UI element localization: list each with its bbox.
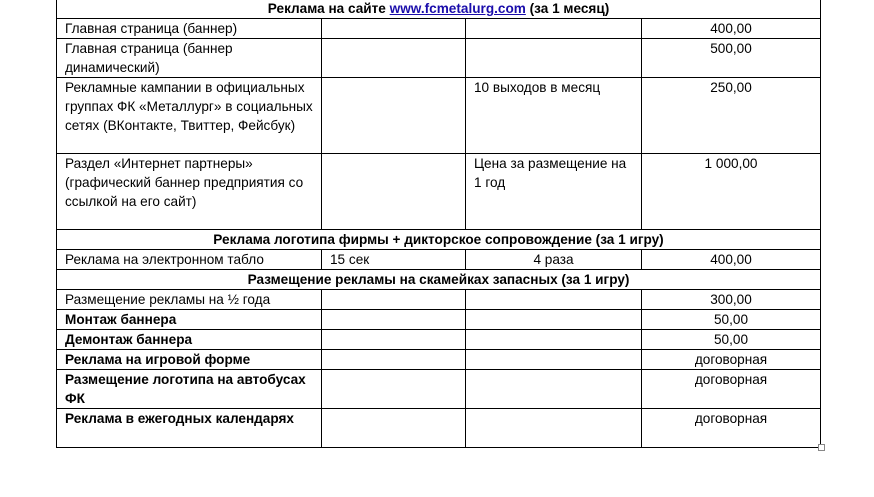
row-name: Реклама в ежегодных календарях bbox=[57, 409, 322, 448]
row-name: Главная страница (баннер) bbox=[57, 19, 322, 39]
row-col2 bbox=[322, 19, 466, 39]
row-name: Раздел «Интернет партнеры» (графический баннер предприятия со ссылкой на его сайт) bbox=[57, 154, 322, 230]
row-price: 50,00 bbox=[642, 330, 821, 350]
table-row bbox=[57, 370, 821, 409]
row-col3 bbox=[466, 39, 642, 78]
row-col2: 15 сек bbox=[322, 250, 466, 270]
section-title-benches: Размещение рекламы на скамейках запасных (за 1 игру) bbox=[57, 270, 821, 290]
row-price: 400,00 bbox=[642, 250, 821, 270]
row-price: 500,00 bbox=[642, 39, 821, 78]
table-row bbox=[57, 78, 821, 154]
row-price: 50,00 bbox=[642, 310, 821, 330]
row-col2 bbox=[322, 290, 466, 310]
row-col2 bbox=[322, 39, 466, 78]
row-col3 bbox=[466, 330, 642, 350]
row-price: договорная bbox=[642, 370, 821, 409]
row-col3: 10 выходов в месяц bbox=[466, 78, 642, 154]
row-col3 bbox=[466, 19, 642, 39]
advertising-price-table bbox=[56, 0, 821, 448]
row-price: 250,00 bbox=[642, 78, 821, 154]
row-price: договорная bbox=[642, 350, 821, 370]
row-name: Монтаж баннера bbox=[57, 310, 322, 330]
row-col2 bbox=[322, 310, 466, 330]
row-col2 bbox=[322, 154, 466, 230]
table-row bbox=[57, 350, 821, 370]
row-name: Реклама на игровой форме bbox=[57, 350, 322, 370]
row-col2 bbox=[322, 330, 466, 350]
table-row bbox=[57, 409, 821, 448]
row-price: договорная bbox=[642, 409, 821, 448]
table-row bbox=[57, 154, 821, 230]
row-price: 1 000,00 bbox=[642, 154, 821, 230]
row-col3 bbox=[466, 350, 642, 370]
website-link[interactable]: www.fcmetalurg.com bbox=[389, 1, 526, 16]
row-name: Главная страница (баннер динамический) bbox=[57, 39, 322, 78]
section-title-logo-announcer: Реклама логотипа фирмы + дикторское сопровождение (за 1 игру) bbox=[57, 230, 821, 250]
row-name: Реклама на электронном табло bbox=[57, 250, 322, 270]
row-col3: Цена за размещение на 1 год bbox=[466, 154, 642, 230]
row-col2 bbox=[322, 409, 466, 448]
row-col2 bbox=[322, 350, 466, 370]
table-row bbox=[57, 39, 821, 78]
table-resize-handle[interactable] bbox=[818, 444, 825, 451]
row-col3 bbox=[466, 290, 642, 310]
table-row bbox=[57, 310, 821, 330]
row-col2 bbox=[322, 370, 466, 409]
section-title-suffix: (за 1 месяц) bbox=[529, 1, 610, 16]
row-col2 bbox=[322, 78, 466, 154]
row-name: Размещение логотипа на автобусах ФК bbox=[57, 370, 322, 409]
table-row bbox=[57, 19, 821, 39]
section-title-website bbox=[57, 0, 821, 19]
section-header-website bbox=[57, 0, 821, 19]
table-row bbox=[57, 290, 821, 310]
row-col3 bbox=[466, 370, 642, 409]
row-name: Рекламные кампании в официальных группах ФК «Металлург» в социальных сетях (ВКонтакте, Твиттер, Фейсбук) bbox=[57, 78, 322, 154]
row-name: Демонтаж баннера bbox=[57, 330, 322, 350]
section-header-benches bbox=[57, 270, 821, 290]
row-price: 300,00 bbox=[642, 290, 821, 310]
section-header-logo-announcer bbox=[57, 230, 821, 250]
table-row bbox=[57, 330, 821, 350]
section-title-prefix: Реклама на сайте bbox=[267, 1, 386, 16]
row-col3 bbox=[466, 310, 642, 330]
row-price: 400,00 bbox=[642, 19, 821, 39]
table-row bbox=[57, 250, 821, 270]
row-col3: 4 раза bbox=[466, 250, 642, 270]
row-col3 bbox=[466, 409, 642, 448]
row-name: Размещение рекламы на ½ года bbox=[57, 290, 322, 310]
